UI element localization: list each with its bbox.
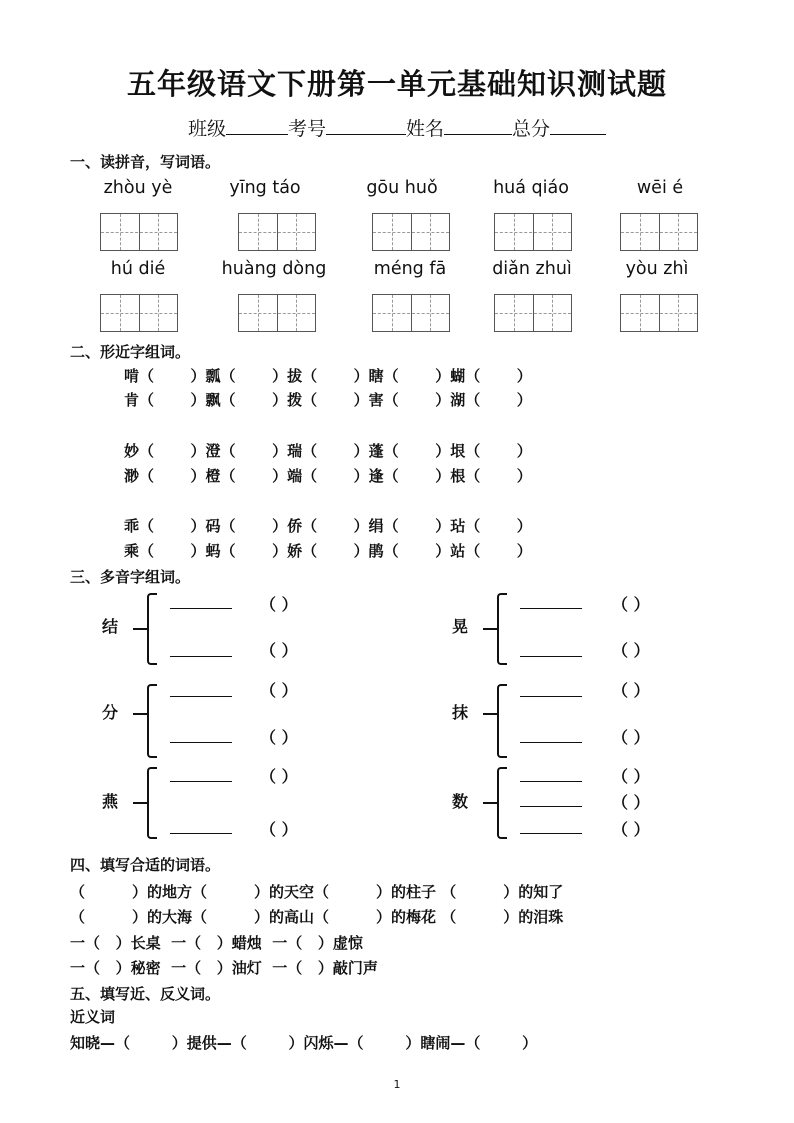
- similar-chars-row: 乖（ ）码（ ）侨（ ）绢（ ）玷（ ）: [124, 517, 532, 535]
- writing-grid[interactable]: [372, 213, 450, 251]
- answer-line[interactable]: [170, 781, 232, 782]
- name-label: 姓名: [406, 118, 445, 140]
- score-label: 总分: [512, 118, 551, 140]
- bracket: [497, 684, 507, 758]
- near-synonym-line: 知晓—（ ）提供—（ ）闪烁—（ ）瞎闹—（ ）: [70, 1034, 538, 1052]
- answer-line[interactable]: [520, 656, 582, 657]
- exam-no-label: 考号: [287, 118, 326, 140]
- answer-line[interactable]: [520, 781, 582, 782]
- answer-line[interactable]: [520, 696, 582, 697]
- pinyin-item: hú dié: [110, 259, 166, 279]
- pinyin-paren: （ ）: [612, 641, 650, 660]
- near-synonym-label: 近义词: [70, 1008, 116, 1026]
- answer-line[interactable]: [170, 833, 232, 834]
- fill-line: （ ）的地方（ ）的天空（ ）的柱子 （ ）的知了: [70, 883, 564, 901]
- polyphone-char: 数: [452, 792, 469, 811]
- similar-chars-row: 啃（ ）瓢（ ）拔（ ）瞎（ ）蝴（ ）: [124, 367, 532, 385]
- answer-line[interactable]: [170, 656, 232, 657]
- section-3-heading: 三、多音字组词。: [70, 568, 191, 586]
- pinyin-item: diǎn zhuì: [492, 259, 572, 279]
- polyphone-char: 分: [102, 703, 119, 722]
- answer-line[interactable]: [520, 742, 582, 743]
- pinyin-item: yòu zhì: [625, 259, 689, 279]
- writing-grid[interactable]: [100, 294, 178, 332]
- answer-line[interactable]: [520, 806, 582, 807]
- score-blank[interactable]: [550, 116, 606, 135]
- exam-no-blank[interactable]: [326, 116, 406, 135]
- writing-grid[interactable]: [620, 294, 698, 332]
- similar-chars-row: 妙（ ）澄（ ）瑞（ ）蓬（ ）垠（ ）: [124, 442, 532, 460]
- pinyin-item: méng fā: [373, 259, 447, 279]
- writing-grid[interactable]: [494, 294, 572, 332]
- section-4-heading: 四、填写合适的词语。: [70, 856, 221, 874]
- name-blank[interactable]: [444, 116, 512, 135]
- pinyin-paren: （ ）: [612, 595, 650, 614]
- pinyin-paren: （ ）: [612, 820, 650, 839]
- fill-line: 一（ ）长桌 一（ ）蜡烛 一（ ）虚惊: [70, 934, 363, 952]
- section-2-heading: 二、形近字组词。: [70, 343, 191, 361]
- similar-chars-row: 肯（ ）飘（ ）拨（ ）害（ ）湖（ ）: [124, 391, 532, 409]
- writing-grid[interactable]: [620, 213, 698, 251]
- writing-grid[interactable]: [372, 294, 450, 332]
- pinyin-item: yīng táo: [229, 178, 301, 198]
- writing-grid[interactable]: [238, 213, 316, 251]
- polyphone-char: 晃: [452, 617, 469, 636]
- writing-grid[interactable]: [238, 294, 316, 332]
- polyphone-char: 结: [102, 617, 119, 636]
- section-1-heading: 一、读拼音，写词语。: [70, 153, 221, 171]
- pinyin-paren: （ ）: [612, 767, 650, 786]
- pinyin-paren: （ ）: [612, 681, 650, 700]
- student-info-line: [0, 114, 794, 141]
- pinyin-paren: （ ）: [260, 728, 298, 747]
- pinyin-paren: （ ）: [612, 728, 650, 747]
- pinyin-paren: （ ）: [260, 681, 298, 700]
- answer-line[interactable]: [170, 742, 232, 743]
- page-number: 1: [393, 1078, 401, 1091]
- pinyin-paren: （ ）: [612, 793, 650, 812]
- pinyin-paren: （ ）: [260, 595, 298, 614]
- page-title: 五年级语文下册第一单元基础知识测试题: [126, 67, 667, 101]
- fill-line: 一（ ）秘密 一（ ）油灯 一（ ）敲门声: [70, 959, 378, 977]
- similar-chars-row: 乘（ ）蚂（ ）娇（ ）鹃（ ）站（ ）: [124, 542, 532, 560]
- pinyin-paren: （ ）: [260, 767, 298, 786]
- pinyin-item: gōu huǒ: [366, 178, 438, 198]
- bracket: [497, 767, 507, 839]
- pinyin-item: wēi é: [636, 178, 684, 198]
- section-5-heading: 五、填写近、反义词。: [70, 985, 221, 1003]
- pinyin-item: zhòu yè: [103, 178, 173, 198]
- bracket: [147, 593, 157, 665]
- answer-line[interactable]: [170, 608, 232, 609]
- bracket: [147, 684, 157, 758]
- class-blank[interactable]: [226, 116, 288, 135]
- answer-line[interactable]: [170, 696, 232, 697]
- pinyin-item: huàng dòng: [221, 259, 327, 279]
- writing-grid[interactable]: [100, 213, 178, 251]
- bracket: [147, 767, 157, 839]
- pinyin-item: huá qiáo: [493, 178, 569, 198]
- similar-chars-row: 渺（ ）橙（ ）端（ ）逢（ ）根（ ）: [124, 467, 532, 485]
- answer-line[interactable]: [520, 608, 582, 609]
- polyphone-char: 燕: [102, 792, 119, 811]
- bracket: [497, 593, 507, 665]
- fill-line: （ ）的大海（ ）的高山（ ）的梅花 （ ）的泪珠: [70, 908, 564, 926]
- pinyin-paren: （ ）: [260, 820, 298, 839]
- class-label: 班级: [187, 118, 226, 140]
- polyphone-char: 抹: [452, 703, 469, 722]
- pinyin-paren: （ ）: [260, 641, 298, 660]
- writing-grid[interactable]: [494, 213, 572, 251]
- answer-line[interactable]: [520, 833, 582, 834]
